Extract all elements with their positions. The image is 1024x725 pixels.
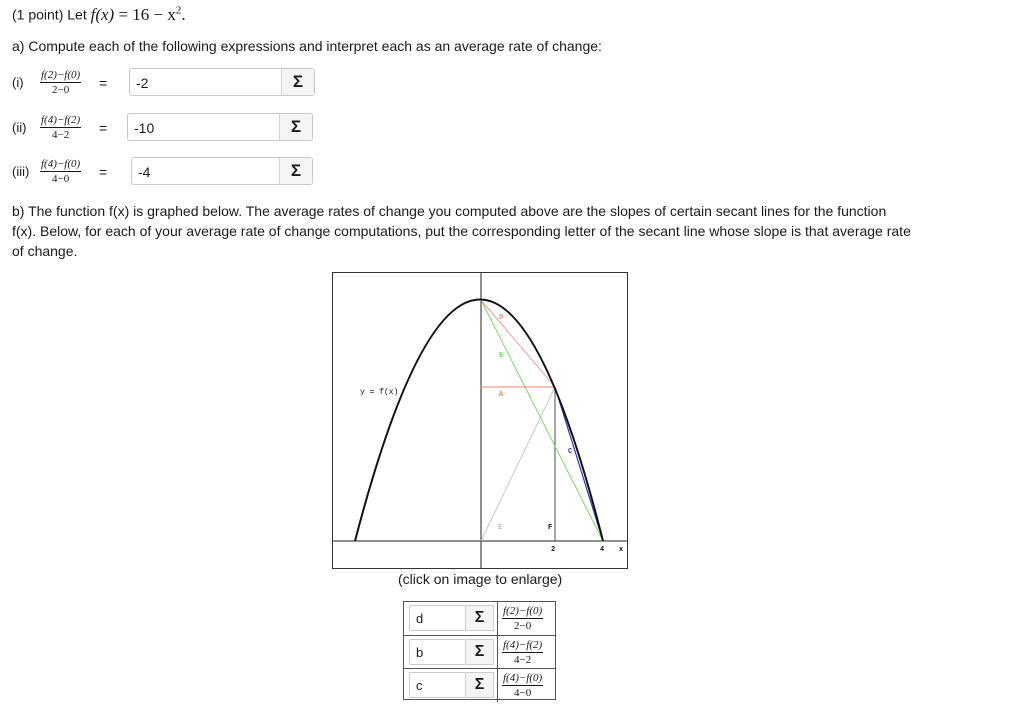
fraction bbox=[40, 114, 81, 141]
axis-x-label: x bbox=[619, 546, 624, 554]
secant-b-line bbox=[481, 300, 603, 541]
points-label: (1 point) Let bbox=[12, 6, 87, 23]
label-d: D bbox=[499, 314, 504, 322]
letter-value: c bbox=[416, 678, 423, 693]
fraction bbox=[502, 672, 543, 699]
secant-c-line bbox=[555, 387, 603, 541]
answer-value: -4 bbox=[138, 164, 151, 180]
matching-table bbox=[403, 601, 556, 700]
fraction bbox=[40, 69, 81, 96]
tick-label-4: 4 bbox=[600, 546, 605, 554]
label-b: B bbox=[499, 352, 504, 360]
sigma-icon[interactable]: Σ bbox=[279, 158, 312, 184]
equals-sign: = bbox=[99, 120, 108, 136]
fraction-denominator: 4−2 bbox=[513, 654, 532, 666]
fraction bbox=[502, 605, 543, 632]
answer-input-ii[interactable] bbox=[127, 113, 313, 141]
letter-input-2[interactable] bbox=[409, 639, 466, 665]
matching-row bbox=[404, 635, 555, 669]
roman-label: (ii) bbox=[12, 120, 27, 135]
problem-header bbox=[12, 4, 186, 25]
sigma-icon[interactable]: Σ bbox=[466, 605, 494, 631]
function-exponent: 2 bbox=[175, 4, 182, 16]
matching-row bbox=[404, 668, 555, 702]
letter-value: d bbox=[416, 611, 424, 626]
divider bbox=[497, 636, 498, 669]
letter-input-1[interactable] bbox=[409, 605, 466, 631]
label-f: F bbox=[548, 524, 553, 532]
part-a-prompt: a) Compute each of the following expressions and interpret each as an average rate of change: bbox=[12, 38, 602, 54]
sigma-icon[interactable]: Σ bbox=[279, 114, 312, 140]
secant-graph-image[interactable] bbox=[332, 272, 628, 569]
letter-input-3[interactable] bbox=[409, 672, 466, 698]
fraction-numerator: f(2)−f(0) bbox=[503, 605, 543, 617]
function-lhs: f(x) bbox=[90, 4, 115, 24]
answer-value: -10 bbox=[134, 120, 155, 136]
divider bbox=[497, 602, 498, 635]
enlarge-caption: (click on image to enlarge) bbox=[398, 571, 563, 587]
equals-sign: = bbox=[99, 75, 108, 91]
fraction-numerator: f(4)−f(0) bbox=[503, 672, 543, 684]
fraction-denominator: 2−0 bbox=[51, 84, 70, 96]
roman-label: (iii) bbox=[12, 164, 30, 179]
roman-label: (i) bbox=[12, 75, 24, 90]
answer-input-iii[interactable] bbox=[131, 157, 313, 185]
function-rhs: = 16 − x bbox=[118, 4, 176, 24]
part-b-prompt: b) The function f(x) is graphed below. The average rates of change you computed above are the slopes of certain secant lines for the function f(x). Below, for each of your average rate of change computations, put the corresponding letter of the secant line whose slope is that average rate of change. bbox=[12, 203, 911, 259]
answer-value: -2 bbox=[136, 75, 149, 91]
fraction bbox=[40, 158, 81, 185]
graph-svg bbox=[333, 273, 627, 568]
fraction-numerator: f(4)−f(2) bbox=[503, 639, 543, 651]
label-c: C bbox=[568, 448, 573, 456]
function-definition bbox=[91, 5, 186, 24]
letter-value: b bbox=[416, 645, 424, 660]
answer-input-i[interactable] bbox=[129, 68, 315, 96]
fraction-numerator: f(4)−f(2) bbox=[41, 114, 81, 126]
sigma-icon[interactable]: Σ bbox=[466, 672, 494, 698]
label-a: A bbox=[499, 391, 504, 399]
function-period: . bbox=[181, 4, 186, 24]
tick-label-2: 2 bbox=[551, 546, 556, 554]
equals-sign: = bbox=[99, 164, 108, 180]
fraction-denominator: 4−0 bbox=[51, 173, 70, 185]
fraction-denominator: 4−0 bbox=[513, 687, 532, 699]
fraction-denominator: 2−0 bbox=[513, 620, 532, 632]
fraction-denominator: 4−2 bbox=[51, 129, 70, 141]
sigma-icon[interactable]: Σ bbox=[281, 69, 314, 95]
matching-row bbox=[404, 602, 555, 635]
curve-label: y = f(x) bbox=[360, 388, 399, 397]
fraction-numerator: f(2)−f(0) bbox=[41, 69, 81, 81]
label-e: E bbox=[498, 524, 503, 532]
secant-e-line bbox=[481, 387, 555, 541]
divider bbox=[497, 669, 498, 702]
fraction bbox=[502, 639, 543, 666]
fraction-numerator: f(4)−f(0) bbox=[41, 158, 81, 170]
sigma-icon[interactable]: Σ bbox=[466, 639, 494, 665]
